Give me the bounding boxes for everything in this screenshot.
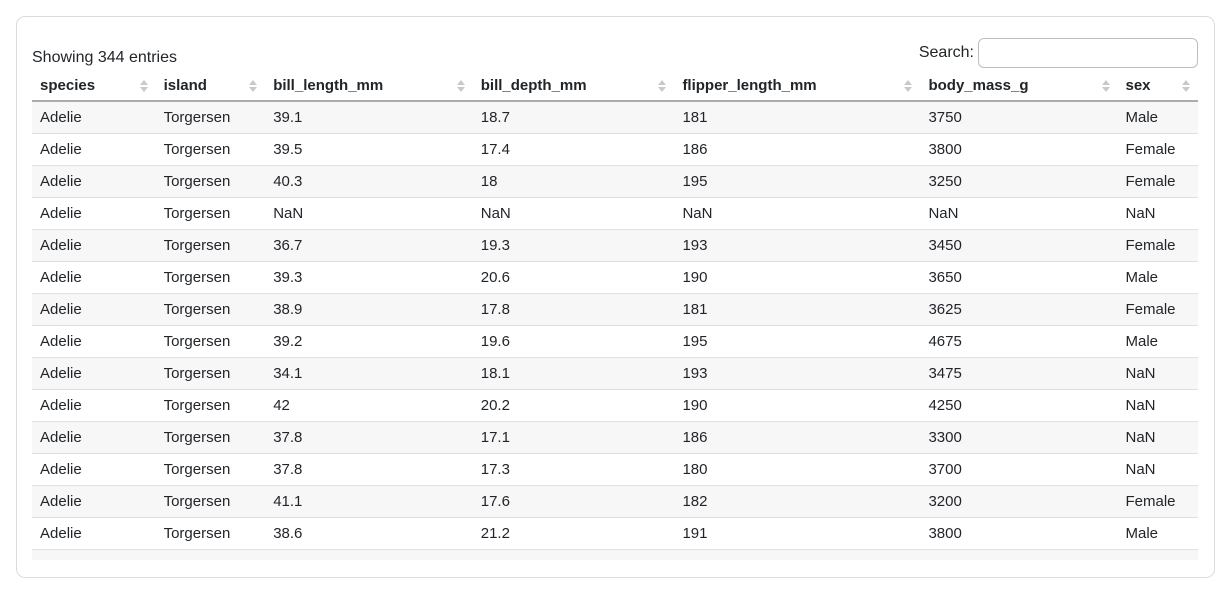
cell-island: Torgersen xyxy=(163,204,231,222)
cell-island: Torgersen xyxy=(163,492,231,510)
cell-species: Adelie xyxy=(40,172,82,190)
sort-icon xyxy=(1182,80,1190,92)
column-header-body_mass_g[interactable] xyxy=(920,73,1117,101)
cell-clipped xyxy=(920,549,1117,560)
cell-bill_depth_mm: 18.7 xyxy=(480,108,510,126)
cell-flipper_length_mm: 182 xyxy=(682,492,708,510)
cell-bill_depth_mm: 17.4 xyxy=(480,140,510,158)
cell-sex: NaN xyxy=(1125,460,1156,478)
cell-island: Torgersen xyxy=(163,524,231,542)
cell-island: Torgersen xyxy=(163,172,231,190)
column-header-label: bill_length_mm xyxy=(273,77,384,94)
cell-flipper_length_mm: 195 xyxy=(682,172,708,190)
cell-body_mass_g: 3800 xyxy=(928,524,962,542)
cell-clipped xyxy=(1118,549,1199,560)
cell-bill_length_mm: 37.8 xyxy=(273,428,303,446)
column-header-label: body_mass_g xyxy=(928,77,1029,94)
cell-species: Adelie xyxy=(40,300,82,318)
sort-icon xyxy=(140,80,148,92)
cell-species: Adelie xyxy=(40,492,82,510)
search-input[interactable] xyxy=(978,38,1198,68)
sort-icon xyxy=(904,80,912,92)
table-row xyxy=(32,293,1198,325)
cell-body_mass_g: 3475 xyxy=(928,364,962,382)
data-grid-card xyxy=(16,16,1215,578)
table-row xyxy=(32,261,1198,293)
cell-island: Torgersen xyxy=(163,396,231,414)
cell-bill_length_mm: 34.1 xyxy=(273,364,303,382)
cell-flipper_length_mm: 195 xyxy=(682,332,708,350)
cell-bill_length_mm: 37.8 xyxy=(273,460,303,478)
table-scroll-area[interactable] xyxy=(32,73,1198,560)
cell-island: Torgersen xyxy=(163,140,231,158)
cell-species: Adelie xyxy=(40,428,82,446)
cell-bill_length_mm: 39.3 xyxy=(273,268,303,286)
search-label: Search: xyxy=(918,44,974,61)
cell-sex: Male xyxy=(1125,524,1159,542)
cell-species: Adelie xyxy=(40,332,82,350)
cell-bill_length_mm: 38.6 xyxy=(273,524,303,542)
cell-bill_depth_mm: 17.8 xyxy=(480,300,510,318)
cell-island: Torgersen xyxy=(163,236,231,254)
cell-bill_length_mm: 36.7 xyxy=(273,236,303,254)
cell-island: Torgersen xyxy=(163,460,231,478)
cell-flipper_length_mm: 191 xyxy=(682,524,708,542)
cell-sex: NaN xyxy=(1125,204,1156,222)
entries-summary: Showing 344 entries xyxy=(32,48,177,66)
cell-species: Adelie xyxy=(40,268,82,286)
column-header-label: sex xyxy=(1125,77,1151,94)
sort-icon xyxy=(1102,80,1110,92)
column-header-species[interactable] xyxy=(32,73,156,101)
search-control xyxy=(919,38,1198,68)
cell-flipper_length_mm: NaN xyxy=(682,204,713,222)
cell-bill_length_mm: 38.9 xyxy=(273,300,303,318)
cell-bill_depth_mm: 21.2 xyxy=(480,524,510,542)
cell-clipped xyxy=(32,549,156,560)
table-toolbar xyxy=(32,31,1198,68)
column-header-label: bill_depth_mm xyxy=(480,77,587,94)
cell-bill_length_mm: 42 xyxy=(273,396,290,414)
cell-clipped xyxy=(265,549,473,560)
cell-species: Adelie xyxy=(40,460,82,478)
cell-island: Torgersen xyxy=(163,364,231,382)
cell-bill_length_mm: 39.1 xyxy=(273,108,303,126)
cell-sex: NaN xyxy=(1125,396,1156,414)
cell-sex: Female xyxy=(1125,300,1176,318)
cell-island: Torgersen xyxy=(163,428,231,446)
cell-species: Adelie xyxy=(40,236,82,254)
cell-body_mass_g: 4675 xyxy=(928,332,962,350)
cell-bill_depth_mm: 17.6 xyxy=(480,492,510,510)
table-row-partial xyxy=(32,549,1198,560)
cell-bill_length_mm: NaN xyxy=(273,204,304,222)
table-row xyxy=(32,389,1198,421)
column-header-label: species xyxy=(40,77,96,94)
cell-sex: Male xyxy=(1125,108,1159,126)
table-row xyxy=(32,165,1198,197)
cell-clipped xyxy=(473,549,675,560)
cell-flipper_length_mm: 181 xyxy=(682,300,708,318)
cell-species: Adelie xyxy=(40,396,82,414)
cell-flipper_length_mm: 190 xyxy=(682,268,708,286)
table-row xyxy=(32,197,1198,229)
cell-flipper_length_mm: 193 xyxy=(682,236,708,254)
sort-icon xyxy=(658,80,666,92)
cell-clipped xyxy=(674,549,920,560)
cell-island: Torgersen xyxy=(163,108,231,126)
cell-sex: NaN xyxy=(1125,428,1156,446)
cell-body_mass_g: 3700 xyxy=(928,460,962,478)
cell-island: Torgersen xyxy=(163,332,231,350)
cell-flipper_length_mm: 193 xyxy=(682,364,708,382)
cell-flipper_length_mm: 186 xyxy=(682,140,708,158)
cell-bill_length_mm: 40.3 xyxy=(273,172,303,190)
table-row xyxy=(32,229,1198,261)
cell-bill_depth_mm: 19.6 xyxy=(480,332,510,350)
table-row xyxy=(32,453,1198,485)
cell-clipped xyxy=(156,549,266,560)
data-table xyxy=(32,73,1198,560)
sort-icon xyxy=(457,80,465,92)
table-row xyxy=(32,485,1198,517)
cell-body_mass_g: 3300 xyxy=(928,428,962,446)
sort-icon xyxy=(249,80,257,92)
cell-sex: Female xyxy=(1125,172,1176,190)
cell-bill_depth_mm: 19.3 xyxy=(480,236,510,254)
table-row xyxy=(32,101,1198,133)
cell-bill_length_mm: 39.2 xyxy=(273,332,303,350)
column-header-label: flipper_length_mm xyxy=(682,77,817,94)
column-header-flipper_length_mm[interactable] xyxy=(674,73,920,101)
cell-body_mass_g: 3450 xyxy=(928,236,962,254)
cell-bill_depth_mm: 17.1 xyxy=(480,428,510,446)
cell-sex: Male xyxy=(1125,268,1159,286)
cell-sex: Female xyxy=(1125,236,1176,254)
cell-island: Torgersen xyxy=(163,300,231,318)
cell-flipper_length_mm: 181 xyxy=(682,108,708,126)
column-header-sex[interactable] xyxy=(1118,73,1199,101)
column-header-label: island xyxy=(163,77,207,94)
cell-bill_depth_mm: NaN xyxy=(480,204,511,222)
cell-body_mass_g: 3750 xyxy=(928,108,962,126)
table-row xyxy=(32,325,1198,357)
cell-species: Adelie xyxy=(40,204,82,222)
column-header-bill_length_mm[interactable] xyxy=(265,73,473,101)
cell-flipper_length_mm: 190 xyxy=(682,396,708,414)
cell-bill_depth_mm: 20.2 xyxy=(480,396,510,414)
cell-body_mass_g: 3200 xyxy=(928,492,962,510)
cell-body_mass_g: NaN xyxy=(928,204,959,222)
column-header-bill_depth_mm[interactable] xyxy=(473,73,675,101)
column-header-island[interactable] xyxy=(156,73,266,101)
cell-sex: Female xyxy=(1125,140,1176,158)
cell-body_mass_g: 3250 xyxy=(928,172,962,190)
cell-island: Torgersen xyxy=(163,268,231,286)
cell-species: Adelie xyxy=(40,140,82,158)
cell-flipper_length_mm: 186 xyxy=(682,428,708,446)
cell-species: Adelie xyxy=(40,364,82,382)
cell-species: Adelie xyxy=(40,108,82,126)
cell-body_mass_g: 3650 xyxy=(928,268,962,286)
cell-bill_length_mm: 41.1 xyxy=(273,492,303,510)
cell-bill_depth_mm: 20.6 xyxy=(480,268,510,286)
cell-body_mass_g: 3800 xyxy=(928,140,962,158)
cell-body_mass_g: 3625 xyxy=(928,300,962,318)
cell-sex: NaN xyxy=(1125,364,1156,382)
table-row xyxy=(32,357,1198,389)
cell-bill_depth_mm: 18.1 xyxy=(480,364,510,382)
cell-body_mass_g: 4250 xyxy=(928,396,962,414)
table-row xyxy=(32,517,1198,549)
cell-flipper_length_mm: 180 xyxy=(682,460,708,478)
cell-sex: Female xyxy=(1125,492,1176,510)
cell-bill_depth_mm: 18 xyxy=(480,172,498,190)
table-header-row xyxy=(32,73,1198,101)
cell-bill_length_mm: 39.5 xyxy=(273,140,303,158)
cell-sex: Male xyxy=(1125,332,1159,350)
cell-species: Adelie xyxy=(40,524,82,542)
table-row xyxy=(32,421,1198,453)
table-row xyxy=(32,133,1198,165)
cell-bill_depth_mm: 17.3 xyxy=(480,460,510,478)
